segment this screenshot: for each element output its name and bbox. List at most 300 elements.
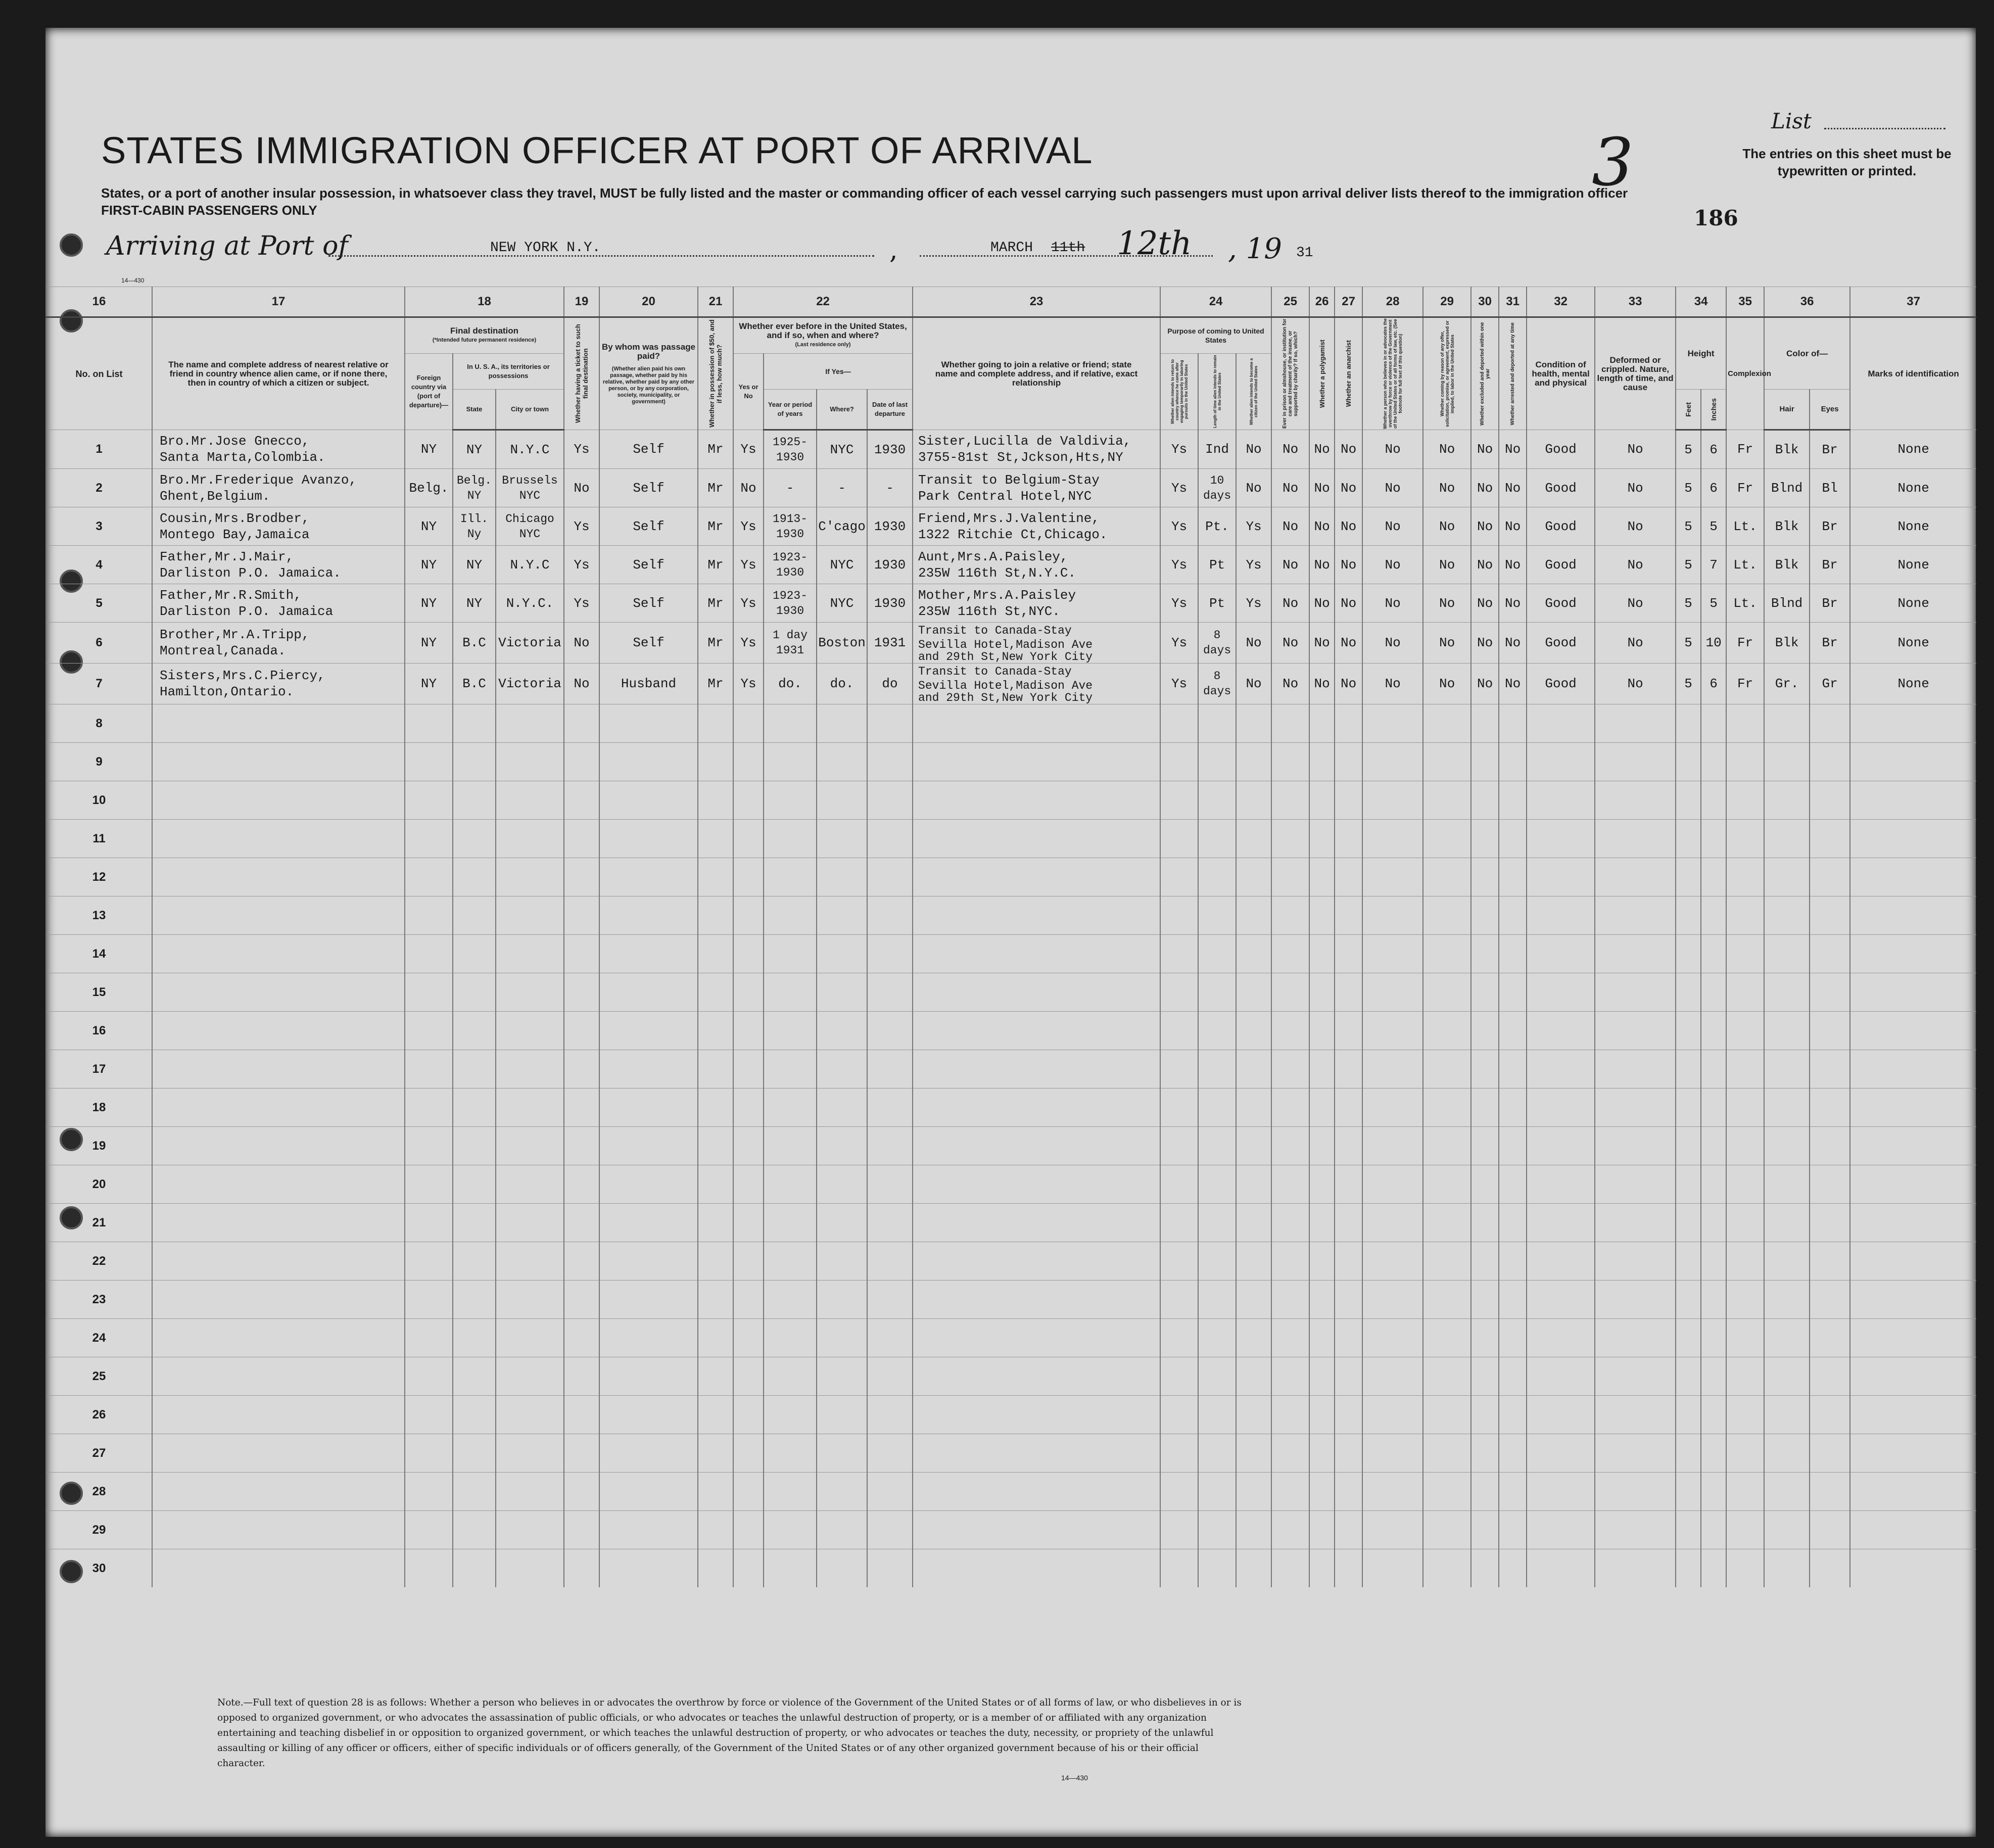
header-purpose: Purpose of coming to United States xyxy=(1160,317,1271,354)
cell-q30: No xyxy=(1471,623,1499,664)
cell-q30: No xyxy=(1471,469,1499,507)
empty-cell xyxy=(1527,935,1595,973)
empty-cell xyxy=(1423,1511,1471,1549)
empty-cell xyxy=(1527,704,1595,743)
empty-cell xyxy=(1271,1396,1309,1434)
empty-cell xyxy=(867,1434,913,1473)
empty-cell xyxy=(564,1127,599,1165)
empty-cell xyxy=(1362,1511,1423,1549)
empty-cell xyxy=(1595,1127,1676,1165)
empty-cell xyxy=(867,1242,913,1281)
empty-cell xyxy=(496,1281,564,1319)
cell-join-relative xyxy=(913,546,1160,584)
empty-cell xyxy=(733,1204,764,1242)
empty-cell xyxy=(913,973,1160,1012)
empty-cell xyxy=(764,1549,817,1588)
empty-cell xyxy=(733,1088,764,1127)
empty-cell xyxy=(496,743,564,781)
cell-marks: None xyxy=(1850,430,1976,469)
empty-cell xyxy=(1309,1357,1335,1396)
empty-cell xyxy=(733,1127,764,1165)
empty-cell xyxy=(1676,781,1701,820)
row-number: 9 xyxy=(46,743,152,781)
empty-cell xyxy=(1423,1473,1471,1511)
arrival-day-handwritten: 12th xyxy=(1117,225,1192,262)
empty-cell xyxy=(1471,1050,1499,1088)
empty-cell xyxy=(1423,1242,1471,1281)
table-row xyxy=(46,1549,1976,1588)
cell-departure: 1930 xyxy=(867,584,913,623)
empty-cell xyxy=(1726,743,1764,781)
empty-cell xyxy=(1335,1549,1362,1588)
relative-line-2: Hamilton,Ontario. xyxy=(160,684,294,699)
empty-cell xyxy=(152,1434,405,1473)
empty-cell xyxy=(599,1050,698,1088)
empty-cell xyxy=(1236,1242,1271,1281)
empty-cell xyxy=(1362,781,1423,820)
empty-cell xyxy=(1764,935,1810,973)
empty-cell xyxy=(1335,1165,1362,1204)
empty-cell xyxy=(564,1012,599,1050)
colnum: 28 xyxy=(1362,287,1423,317)
empty-cell xyxy=(867,1050,913,1088)
colnum: 19 xyxy=(564,287,599,317)
empty-cell xyxy=(1309,1511,1335,1549)
empty-cell xyxy=(764,1050,817,1088)
empty-cell xyxy=(1726,1434,1764,1473)
table-row xyxy=(46,469,1976,507)
empty-cell xyxy=(1198,1396,1236,1434)
empty-cell xyxy=(564,1396,599,1434)
row-number: 3 xyxy=(46,507,152,546)
empty-cell xyxy=(764,820,817,858)
empty-cell xyxy=(1236,1319,1271,1357)
empty-cell xyxy=(1810,858,1850,896)
empty-cell xyxy=(1236,935,1271,973)
relative-line-2: Santa Marta,Colombia. xyxy=(160,450,325,465)
cell-q28: No xyxy=(1362,507,1423,546)
cell-p-length: Pt xyxy=(1198,584,1236,623)
empty-cell xyxy=(1810,1396,1850,1434)
list-label: List xyxy=(1771,109,1812,133)
cell-before: Ys xyxy=(733,507,764,546)
empty-cell xyxy=(1726,1549,1764,1588)
empty-cell xyxy=(1676,704,1701,743)
empty-cell xyxy=(1701,935,1726,973)
cell-eyes: Br xyxy=(1810,623,1850,664)
cell-q29: No xyxy=(1423,546,1471,584)
empty-cell xyxy=(698,1396,733,1434)
empty-cell xyxy=(1527,1281,1595,1319)
header-eyes: Eyes xyxy=(1810,390,1850,430)
cell-paid-by: Husband xyxy=(599,664,698,704)
cell-marks: None xyxy=(1850,546,1976,584)
empty-cell xyxy=(599,1511,698,1549)
empty-cell xyxy=(1810,1088,1850,1127)
empty-cell xyxy=(1499,896,1527,935)
cell-ticket: No xyxy=(564,469,599,507)
row-number: 22 xyxy=(46,1242,152,1281)
empty-cell xyxy=(867,1357,913,1396)
cell-marks: None xyxy=(1850,584,1976,623)
empty-cell xyxy=(817,1396,867,1434)
cell-prison: No xyxy=(1271,584,1309,623)
arrival-month: MARCH xyxy=(990,240,1033,256)
cell-money: Mr xyxy=(698,664,733,704)
arrival-year-prefix: , 19 xyxy=(1228,232,1282,265)
table-row xyxy=(46,1473,1976,1511)
empty-cell xyxy=(1810,973,1850,1012)
empty-cell xyxy=(405,1357,453,1396)
empty-cell xyxy=(564,1281,599,1319)
empty-cell xyxy=(152,1357,405,1396)
cell-health: Good xyxy=(1527,664,1595,704)
empty-cell xyxy=(1764,1165,1810,1204)
empty-cell xyxy=(817,1549,867,1588)
cell-q30: No xyxy=(1471,546,1499,584)
empty-cell xyxy=(1471,1204,1499,1242)
empty-cell xyxy=(698,1319,733,1357)
empty-cell xyxy=(405,1088,453,1127)
empty-cell xyxy=(1309,1549,1335,1588)
empty-cell xyxy=(453,1319,496,1357)
empty-cell xyxy=(764,1357,817,1396)
cell-state: B.C xyxy=(453,664,496,704)
empty-cell xyxy=(733,896,764,935)
cell-complexion: Fr xyxy=(1726,469,1764,507)
arrival-day-struck: 11th xyxy=(1051,240,1085,256)
empty-cell xyxy=(1726,1396,1764,1434)
empty-cell xyxy=(1471,743,1499,781)
empty-cell xyxy=(1309,1396,1335,1434)
binder-hole xyxy=(60,233,83,257)
empty-cell xyxy=(913,1088,1160,1127)
empty-cell xyxy=(1764,1088,1810,1127)
empty-cell xyxy=(1471,1165,1499,1204)
colnum: 36 xyxy=(1764,287,1850,317)
row-number: 29 xyxy=(46,1511,152,1549)
empty-cell xyxy=(1309,743,1335,781)
empty-cell xyxy=(1726,1511,1764,1549)
empty-cell xyxy=(764,781,817,820)
empty-cell xyxy=(1271,820,1309,858)
cell-state: B.C xyxy=(453,623,496,664)
empty-cell xyxy=(1471,1396,1499,1434)
empty-cell xyxy=(564,1165,599,1204)
empty-cell xyxy=(817,1281,867,1319)
colnum: 26 xyxy=(1309,287,1335,317)
cell-join-relative xyxy=(913,430,1160,469)
cell-relative xyxy=(152,469,405,507)
empty-cell xyxy=(1271,858,1309,896)
empty-cell xyxy=(564,1204,599,1242)
purpose-a-label: Whether alien intends to return to country whence he came after engaging temporarily in laboring pursuits in the United States xyxy=(1170,359,1189,424)
empty-cell xyxy=(152,935,405,973)
empty-cell xyxy=(698,1127,733,1165)
empty-cell xyxy=(405,1434,453,1473)
empty-cell xyxy=(1595,704,1676,743)
possession-50-label: Whether in possession of $50, and if less, how much? xyxy=(708,319,724,428)
passenger-class: FIRST-CABIN PASSENGERS ONLY xyxy=(101,203,317,218)
empty-cell xyxy=(1160,858,1198,896)
header-yes-no: Yes or No xyxy=(733,354,764,430)
empty-cell xyxy=(1160,1165,1198,1204)
empty-cell xyxy=(1160,1012,1198,1050)
table-row xyxy=(46,1242,1976,1281)
empty-cell xyxy=(496,1088,564,1127)
empty-cell xyxy=(733,935,764,973)
row-number: 28 xyxy=(46,1473,152,1511)
table-row xyxy=(46,664,1976,704)
empty-cell xyxy=(733,1473,764,1511)
cell-foreign: NY xyxy=(405,546,453,584)
empty-cell xyxy=(1850,820,1976,858)
empty-cell xyxy=(817,935,867,973)
empty-cell xyxy=(1198,704,1236,743)
colnum: 31 xyxy=(1499,287,1527,317)
empty-cell xyxy=(1471,1357,1499,1396)
header-join-relative: Whether going to join a relative or friend; state name and complete address, and if relative, exact relationship xyxy=(913,317,1160,430)
empty-cell xyxy=(1271,935,1309,973)
empty-cell xyxy=(1499,1242,1527,1281)
empty-cell xyxy=(1810,1319,1850,1357)
empty-cell xyxy=(698,1050,733,1088)
empty-cell xyxy=(913,1549,1160,1588)
table-row xyxy=(46,623,1976,664)
empty-cell xyxy=(1198,1204,1236,1242)
inches-label: Inches xyxy=(1709,398,1718,421)
empty-cell xyxy=(1236,1434,1271,1473)
empty-cell xyxy=(1595,1396,1676,1434)
empty-cell xyxy=(1527,1204,1595,1242)
empty-cell xyxy=(152,820,405,858)
cell-before: Ys xyxy=(733,430,764,469)
empty-cell xyxy=(1236,1396,1271,1434)
row-number: 1 xyxy=(46,430,152,469)
column-number-row xyxy=(46,287,1976,317)
empty-cell xyxy=(152,1204,405,1242)
cell-feet: 5 xyxy=(1676,584,1701,623)
empty-cell xyxy=(867,858,913,896)
colnum: 29 xyxy=(1423,287,1471,317)
empty-cell xyxy=(733,1165,764,1204)
cell-eyes: Br xyxy=(1810,584,1850,623)
empty-cell xyxy=(496,1050,564,1088)
empty-cell xyxy=(1701,1050,1726,1088)
ticket-label: Whether having a ticket to such final destination xyxy=(574,324,590,423)
empty-cell xyxy=(1335,1088,1362,1127)
header-marks: Marks of identification xyxy=(1850,317,1976,430)
empty-cell xyxy=(152,1319,405,1357)
empty-cell xyxy=(1198,1088,1236,1127)
empty-cell xyxy=(1198,1357,1236,1396)
empty-cell xyxy=(1595,1434,1676,1473)
join-line-2: Sevilla Hotel,Madison Ave and 29th St,New York City xyxy=(918,638,1093,664)
empty-cell xyxy=(1160,1127,1198,1165)
empty-cell xyxy=(1309,896,1335,935)
empty-cell xyxy=(1701,1242,1726,1281)
empty-cell xyxy=(1499,781,1527,820)
empty-cell xyxy=(1423,1050,1471,1088)
colnum: 25 xyxy=(1271,287,1309,317)
empty-cell xyxy=(496,1204,564,1242)
empty-cell xyxy=(152,1012,405,1050)
empty-cell xyxy=(1335,1281,1362,1319)
table-row xyxy=(46,430,1976,469)
join-line-2: Park Central Hotel,NYC xyxy=(918,488,1092,504)
empty-cell xyxy=(152,1165,405,1204)
empty-cell xyxy=(1726,1012,1764,1050)
empty-cell xyxy=(1676,1473,1701,1511)
empty-cell xyxy=(1499,1511,1527,1549)
cell-paid-by: Self xyxy=(599,430,698,469)
empty-cell xyxy=(1362,1319,1423,1357)
empty-cell xyxy=(733,1549,764,1588)
empty-cell xyxy=(764,1434,817,1473)
header-feet xyxy=(1676,390,1701,430)
empty-cell xyxy=(1527,1434,1595,1473)
empty-cell xyxy=(1198,743,1236,781)
colnum: 22 xyxy=(733,287,913,317)
empty-cell xyxy=(564,1319,599,1357)
empty-cell xyxy=(152,781,405,820)
cell-eyes: Bl xyxy=(1810,469,1850,507)
empty-cell xyxy=(1362,973,1423,1012)
empty-cell xyxy=(1471,781,1499,820)
empty-cell xyxy=(1595,1165,1676,1204)
empty-cell xyxy=(698,896,733,935)
empty-cell xyxy=(1309,1127,1335,1165)
empty-cell xyxy=(1271,704,1309,743)
empty-cell xyxy=(1499,1281,1527,1319)
empty-cell xyxy=(1160,1281,1198,1319)
header-by-whom xyxy=(599,317,698,430)
cell-p-length: 8 days xyxy=(1198,664,1236,704)
empty-cell xyxy=(913,743,1160,781)
cell-q31: No xyxy=(1499,430,1527,469)
empty-cell xyxy=(599,858,698,896)
join-line-2: 235W 116th St,NYC. xyxy=(918,603,1060,619)
empty-cell xyxy=(867,1473,913,1511)
cell-prison: No xyxy=(1271,664,1309,704)
empty-cell xyxy=(1271,973,1309,1012)
empty-cell xyxy=(1726,1165,1764,1204)
empty-cell xyxy=(405,1549,453,1588)
empty-cell xyxy=(1810,1127,1850,1165)
empty-cell xyxy=(867,935,913,973)
purpose-b-label: Length of time alien intends to remain in the United States xyxy=(1212,355,1222,429)
cell-years: - xyxy=(764,469,817,507)
row-number: 19 xyxy=(46,1127,152,1165)
cell-relative xyxy=(152,507,405,546)
empty-cell xyxy=(1198,820,1236,858)
cell-polygamist: No xyxy=(1309,507,1335,546)
cell-hair: Blnd xyxy=(1764,469,1810,507)
empty-cell xyxy=(1236,1511,1271,1549)
empty-cell xyxy=(1309,858,1335,896)
cell-feet: 5 xyxy=(1676,469,1701,507)
cell-p-citizen: No xyxy=(1236,469,1271,507)
empty-cell xyxy=(867,1511,913,1549)
cell-health: Good xyxy=(1527,584,1595,623)
empty-cell xyxy=(1335,935,1362,973)
empty-cell xyxy=(496,1549,564,1588)
empty-cell xyxy=(453,1088,496,1127)
empty-cell xyxy=(1499,1396,1527,1434)
empty-cell xyxy=(764,858,817,896)
cell-feet: 5 xyxy=(1676,546,1701,584)
empty-cell xyxy=(1309,1434,1335,1473)
empty-cell xyxy=(1527,1549,1595,1588)
empty-cell xyxy=(817,973,867,1012)
empty-cell xyxy=(1236,704,1271,743)
empty-cell xyxy=(599,1088,698,1127)
empty-cell xyxy=(453,935,496,973)
page-title: STATES IMMIGRATION OFFICER AT PORT OF ARRIVAL xyxy=(101,129,1093,171)
empty-cell xyxy=(1499,1549,1527,1588)
empty-cell xyxy=(1198,973,1236,1012)
empty-cell xyxy=(1160,973,1198,1012)
empty-cell xyxy=(1423,1549,1471,1588)
empty-cell xyxy=(1309,973,1335,1012)
cell-deformed: No xyxy=(1595,664,1676,704)
feet-label: Feet xyxy=(1684,402,1692,417)
empty-cell xyxy=(817,1165,867,1204)
cell-eyes: Br xyxy=(1810,507,1850,546)
relative-line-1: Cousin,Mrs.Brodber, xyxy=(160,510,310,526)
empty-cell xyxy=(1676,1165,1701,1204)
empty-cell xyxy=(1726,704,1764,743)
cell-p-return: Ys xyxy=(1160,623,1198,664)
empty-cell xyxy=(867,1012,913,1050)
empty-cell xyxy=(1595,1357,1676,1396)
empty-cell xyxy=(1701,1511,1726,1549)
empty-cell xyxy=(1726,896,1764,935)
cell-q29: No xyxy=(1423,430,1471,469)
empty-cell xyxy=(1764,1357,1810,1396)
empty-cell xyxy=(496,1127,564,1165)
empty-cell xyxy=(496,858,564,896)
empty-cell xyxy=(1527,1511,1595,1549)
empty-cell xyxy=(1850,896,1976,935)
header-health: Condition of health, mental and physical xyxy=(1527,317,1595,430)
empty-cell xyxy=(1271,781,1309,820)
cell-foreign: NY xyxy=(405,507,453,546)
empty-cell xyxy=(764,1396,817,1434)
empty-cell xyxy=(453,743,496,781)
empty-cell xyxy=(453,973,496,1012)
empty-cell xyxy=(453,704,496,743)
empty-cell xyxy=(453,820,496,858)
table-row xyxy=(46,858,1976,896)
sheet-number: 186 xyxy=(1694,206,1738,230)
empty-cell xyxy=(405,1242,453,1281)
cell-before: Ys xyxy=(733,623,764,664)
empty-cell xyxy=(1701,1281,1726,1319)
empty-cell xyxy=(1362,1012,1423,1050)
cell-q31: No xyxy=(1499,623,1527,664)
empty-cell xyxy=(764,1242,817,1281)
empty-cell xyxy=(1335,1050,1362,1088)
row-number: 17 xyxy=(46,1050,152,1088)
form-number-top: 14—430 xyxy=(121,277,145,284)
cell-state: NY xyxy=(453,584,496,623)
empty-cell xyxy=(1764,973,1810,1012)
empty-cell xyxy=(1499,704,1527,743)
cell-prison: No xyxy=(1271,546,1309,584)
colnum: 24 xyxy=(1160,287,1271,317)
empty-cell xyxy=(152,704,405,743)
